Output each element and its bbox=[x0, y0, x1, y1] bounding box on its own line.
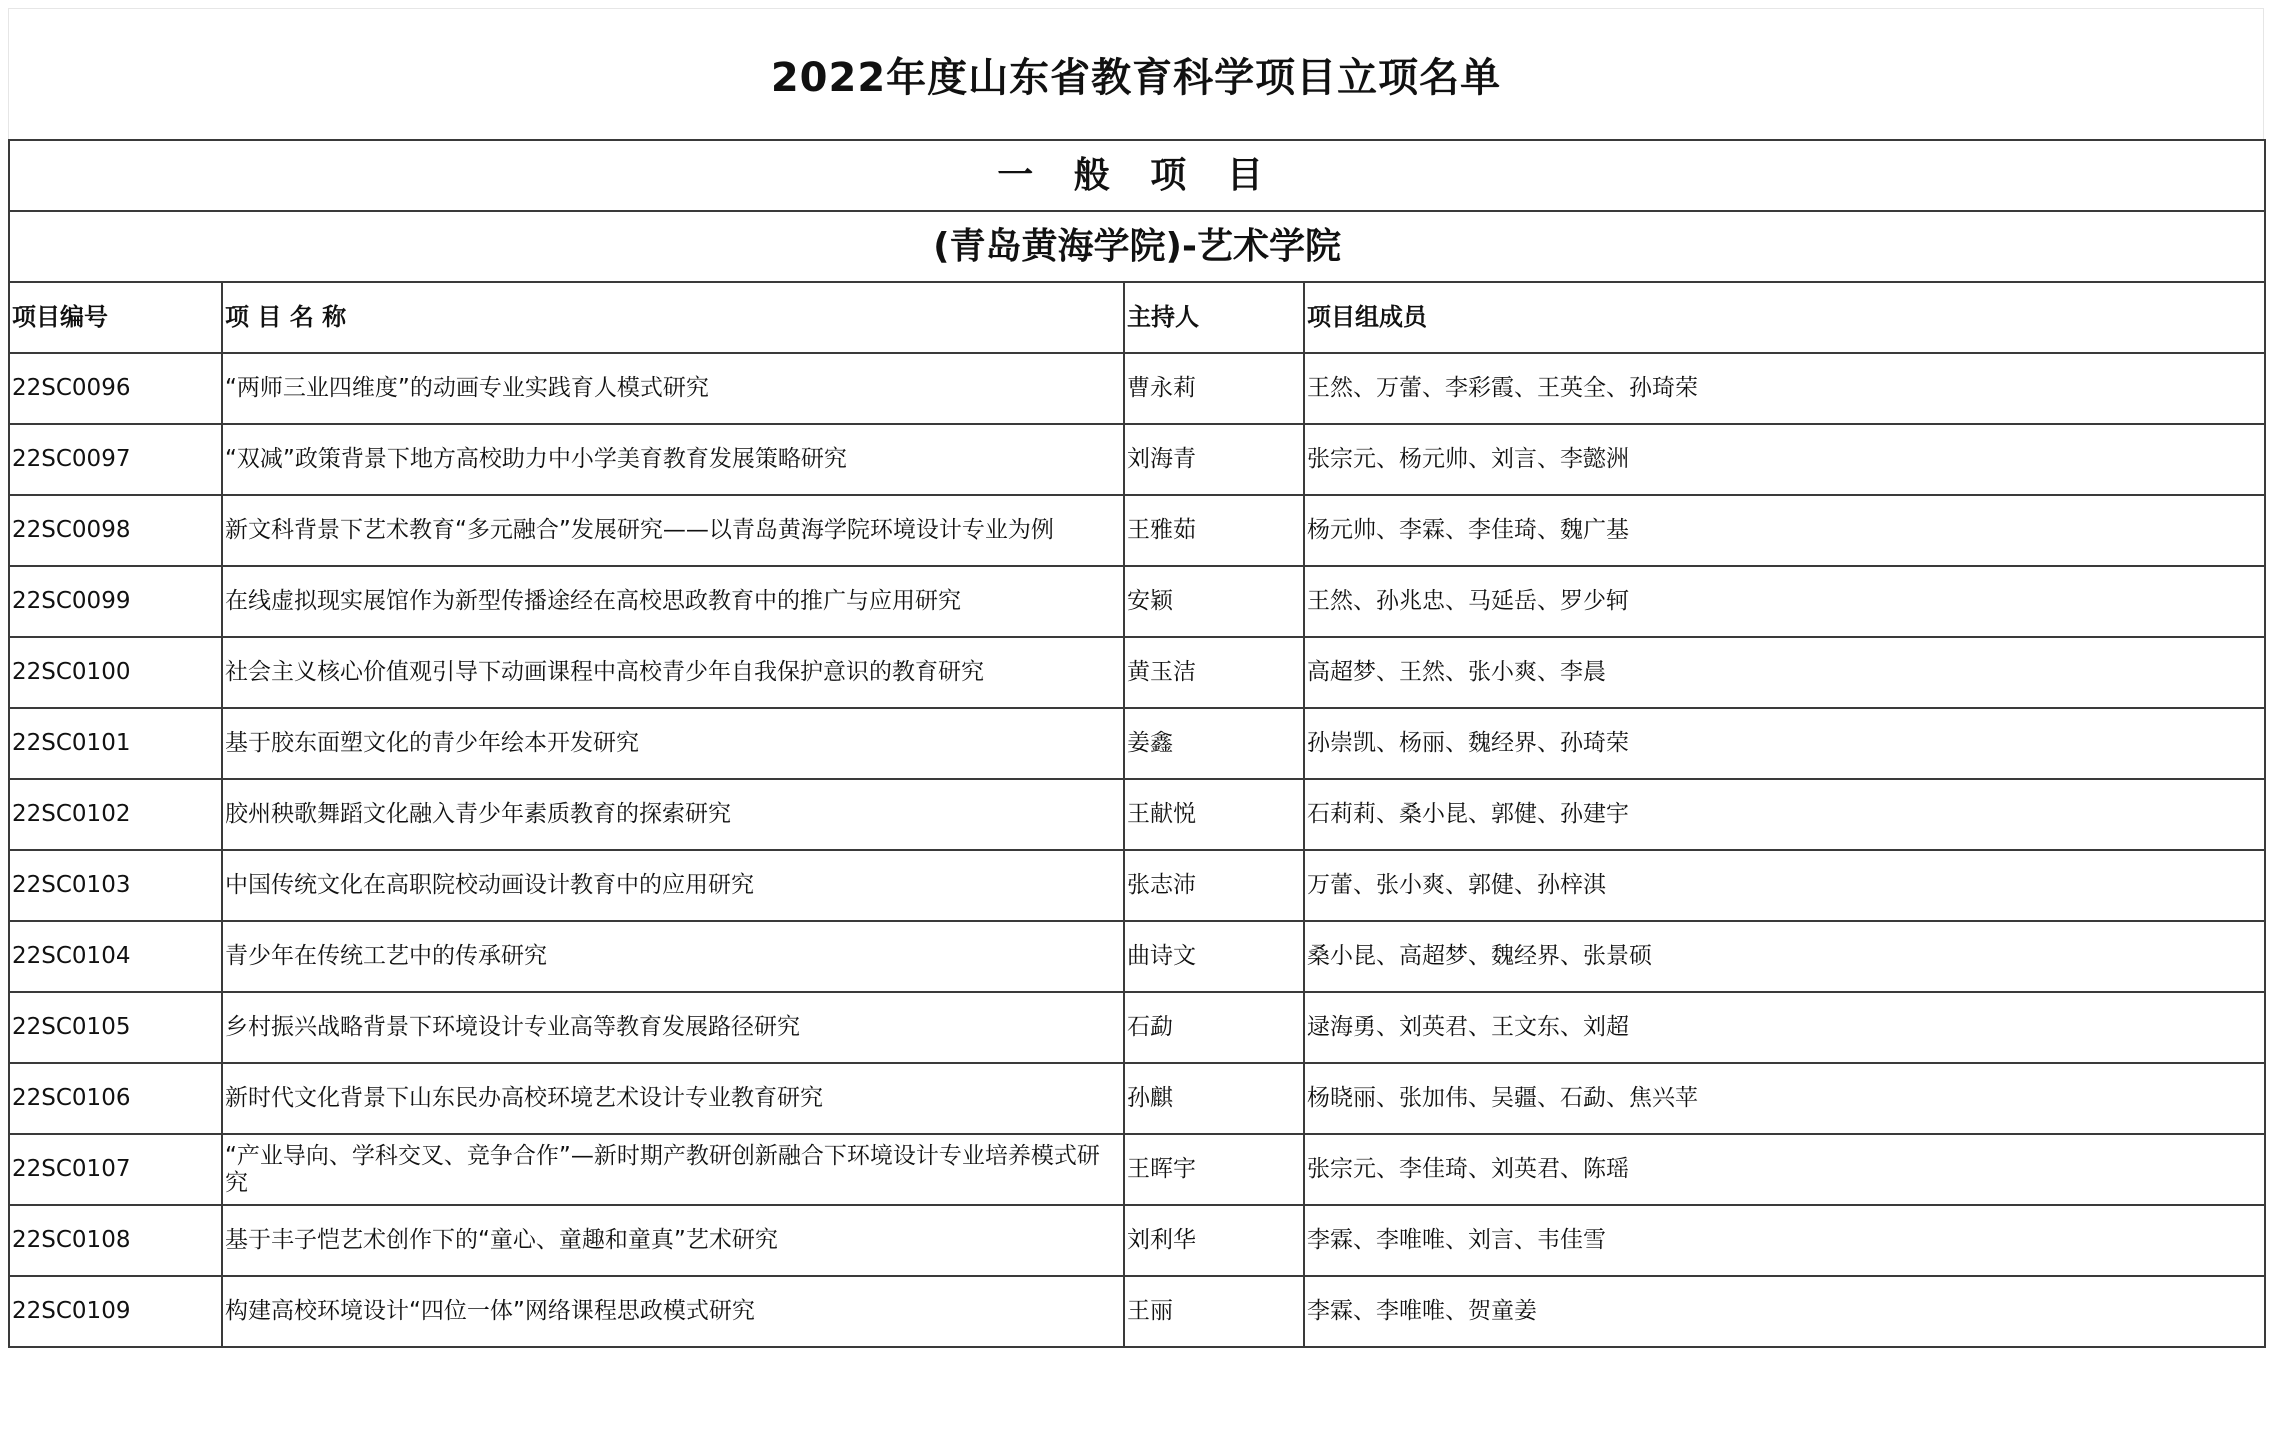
cell-project-name: 基于丰子恺艺术创作下的“童心、童趣和童真”艺术研究 bbox=[222, 1205, 1124, 1276]
cell-project-id: 22SC0107 bbox=[9, 1134, 222, 1205]
column-header-members: 项目组成员 bbox=[1304, 282, 2265, 353]
project-table bbox=[8, 139, 2266, 1348]
cell-members: 王然、孙兆忠、马延岳、罗少轲 bbox=[1304, 566, 2265, 637]
cell-project-name: 青少年在传统工艺中的传承研究 bbox=[222, 921, 1124, 992]
table-row bbox=[9, 1205, 2265, 1276]
cell-members: 张宗元、李佳琦、刘英君、陈瑶 bbox=[1304, 1134, 2265, 1205]
cell-members: 孙崇凯、杨丽、魏经界、孙琦荣 bbox=[1304, 708, 2265, 779]
cell-host: 曲诗文 bbox=[1124, 921, 1304, 992]
section-heading: 一 般 项 目 bbox=[9, 140, 2265, 211]
cell-project-name: 构建高校环境设计“四位一体”网络课程思政模式研究 bbox=[222, 1276, 1124, 1347]
table-row bbox=[9, 850, 2265, 921]
page-title: 2022年度山东省教育科学项目立项名单 bbox=[8, 8, 2264, 139]
cell-host: 王献悦 bbox=[1124, 779, 1304, 850]
table-row bbox=[9, 424, 2265, 495]
column-header-id: 项目编号 bbox=[9, 282, 222, 353]
cell-members: 杨元帅、李霖、李佳琦、魏广基 bbox=[1304, 495, 2265, 566]
cell-members: 逯海勇、刘英君、王文东、刘超 bbox=[1304, 992, 2265, 1063]
cell-project-id: 22SC0105 bbox=[9, 992, 222, 1063]
cell-project-id: 22SC0100 bbox=[9, 637, 222, 708]
cell-project-name: 在线虚拟现实展馆作为新型传播途经在高校思政教育中的推广与应用研究 bbox=[222, 566, 1124, 637]
cell-members: 张宗元、杨元帅、刘言、李懿洲 bbox=[1304, 424, 2265, 495]
column-header-host: 主持人 bbox=[1124, 282, 1304, 353]
cell-project-id: 22SC0099 bbox=[9, 566, 222, 637]
unit-heading: (青岛黄海学院)-艺术学院 bbox=[9, 211, 2265, 282]
cell-members: 王然、万蕾、李彩霞、王英全、孙琦荣 bbox=[1304, 353, 2265, 424]
cell-host: 王雅茹 bbox=[1124, 495, 1304, 566]
cell-project-name: “双减”政策背景下地方高校助力中小学美育教育发展策略研究 bbox=[222, 424, 1124, 495]
section-banner-row bbox=[9, 140, 2265, 211]
cell-host: 姜鑫 bbox=[1124, 708, 1304, 779]
cell-project-name: 新时代文化背景下山东民办高校环境艺术设计专业教育研究 bbox=[222, 1063, 1124, 1134]
table-row bbox=[9, 1063, 2265, 1134]
cell-project-name: 新文科背景下艺术教育“多元融合”发展研究——以青岛黄海学院环境设计专业为例 bbox=[222, 495, 1124, 566]
cell-host: 孙麒 bbox=[1124, 1063, 1304, 1134]
cell-members: 桑小昆、高超梦、魏经界、张景硕 bbox=[1304, 921, 2265, 992]
cell-members: 石莉莉、桑小昆、郭健、孙建宇 bbox=[1304, 779, 2265, 850]
cell-project-id: 22SC0106 bbox=[9, 1063, 222, 1134]
cell-host: 曹永莉 bbox=[1124, 353, 1304, 424]
cell-project-id: 22SC0103 bbox=[9, 850, 222, 921]
table-row bbox=[9, 921, 2265, 992]
cell-host: 黄玉洁 bbox=[1124, 637, 1304, 708]
cell-members: 万蕾、张小爽、郭健、孙梓淇 bbox=[1304, 850, 2265, 921]
cell-project-id: 22SC0109 bbox=[9, 1276, 222, 1347]
table-header-row bbox=[9, 282, 2265, 353]
table-row bbox=[9, 708, 2265, 779]
cell-host: 刘利华 bbox=[1124, 1205, 1304, 1276]
cell-host: 王丽 bbox=[1124, 1276, 1304, 1347]
table-row bbox=[9, 353, 2265, 424]
cell-members: 李霖、李唯唯、刘言、韦佳雪 bbox=[1304, 1205, 2265, 1276]
cell-members: 杨晓丽、张加伟、吴疆、石勐、焦兴苹 bbox=[1304, 1063, 2265, 1134]
cell-project-name: 基于胶东面塑文化的青少年绘本开发研究 bbox=[222, 708, 1124, 779]
unit-banner-row bbox=[9, 211, 2265, 282]
cell-project-id: 22SC0108 bbox=[9, 1205, 222, 1276]
cell-project-name: 胶州秧歌舞蹈文化融入青少年素质教育的探索研究 bbox=[222, 779, 1124, 850]
cell-host: 王晖宇 bbox=[1124, 1134, 1304, 1205]
cell-project-id: 22SC0102 bbox=[9, 779, 222, 850]
table-row bbox=[9, 495, 2265, 566]
cell-project-id: 22SC0098 bbox=[9, 495, 222, 566]
table-row bbox=[9, 779, 2265, 850]
table-row bbox=[9, 1276, 2265, 1347]
cell-host: 张志沛 bbox=[1124, 850, 1304, 921]
table-row bbox=[9, 637, 2265, 708]
cell-project-id: 22SC0097 bbox=[9, 424, 222, 495]
table-row bbox=[9, 992, 2265, 1063]
table-row bbox=[9, 566, 2265, 637]
project-list-sheet bbox=[8, 8, 2264, 1348]
cell-project-name: 中国传统文化在高职院校动画设计教育中的应用研究 bbox=[222, 850, 1124, 921]
cell-members: 李霖、李唯唯、贺童姜 bbox=[1304, 1276, 2265, 1347]
table-row bbox=[9, 1134, 2265, 1205]
cell-host: 安颖 bbox=[1124, 566, 1304, 637]
cell-project-name: “产业导向、学科交叉、竞争合作”—新时期产教研创新融合下环境设计专业培养模式研究 bbox=[222, 1134, 1124, 1205]
cell-project-name: 社会主义核心价值观引导下动画课程中高校青少年自我保护意识的教育研究 bbox=[222, 637, 1124, 708]
cell-host: 石勐 bbox=[1124, 992, 1304, 1063]
cell-members: 高超梦、王然、张小爽、李晨 bbox=[1304, 637, 2265, 708]
column-header-name: 项 目 名 称 bbox=[222, 282, 1124, 353]
cell-project-name: 乡村振兴战略背景下环境设计专业高等教育发展路径研究 bbox=[222, 992, 1124, 1063]
cell-project-id: 22SC0096 bbox=[9, 353, 222, 424]
cell-project-id: 22SC0101 bbox=[9, 708, 222, 779]
cell-host: 刘海青 bbox=[1124, 424, 1304, 495]
cell-project-id: 22SC0104 bbox=[9, 921, 222, 992]
cell-project-name: “两师三业四维度”的动画专业实践育人模式研究 bbox=[222, 353, 1124, 424]
